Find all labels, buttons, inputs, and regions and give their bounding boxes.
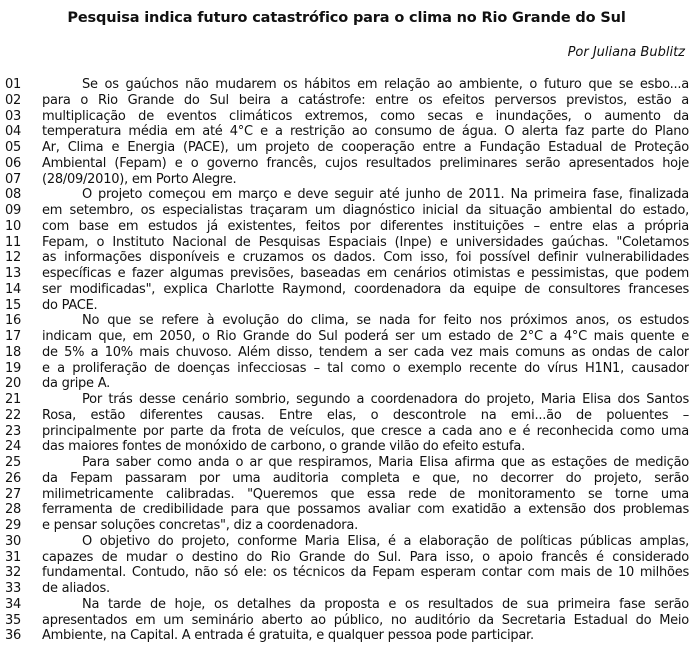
line-text: (28/09/2010), em Porto Alegre. [42,171,237,187]
line-text: Ambiente, na Capital. A entrada é gratuita, e qualquer pessoa pode participar. [42,628,534,644]
line-text: Ar, Clima e Energia (PACE), um projeto de cooperação entre a Fundação Estadual de Proteção [42,140,689,155]
line-text: milimetricamente calibradas. "Queremos que essa rede de monitoramento se torne uma [42,486,689,502]
text-line [5,124,689,140]
line-number: 30 [5,533,22,549]
line-text: da Fepam passaram por uma auditoria completa e que, no decorrer do projeto, serão [42,470,689,486]
line-text: capazes de mudar o destino do Rio Grande do Sul. Para isso, o apoio francês é considerado [42,549,689,565]
line-number: 19 [5,360,22,376]
line-text: Por trás desse cenário sombrio, segundo a coordenadora do projeto, Maria Elisa dos Santos [82,392,689,407]
line-number: 02 [5,92,22,108]
line-number: 23 [5,423,22,439]
line-number: 27 [5,486,22,502]
text-line [5,518,689,534]
text-line [5,140,689,156]
text-line [5,565,689,581]
text-line [5,329,689,345]
line-text: O projeto começou em março e deve seguir até junho de 2011. Na primeira fase, finalizada [82,187,689,203]
line-number: 03 [5,108,22,124]
line-number: 17 [5,329,22,344]
line-text: O objetivo do projeto, conforme Maria Elisa, é a elaboração de políticas públicas amplas, [82,533,689,549]
line-number: 13 [5,266,22,281]
text-line [5,298,689,314]
text-line [5,172,689,188]
line-text: para o Rio Grande do Sul beira a catástrofe: entre os efeitos perversos previstos, estão a [42,92,689,108]
text-line [5,203,689,219]
line-number: 22 [5,407,22,423]
line-text: multiplicação de eventos climáticos extremos, como secas e inundações, o aumento da [42,108,689,124]
line-number: 20 [5,376,22,392]
text-line [5,581,689,597]
text-line [5,534,689,550]
line-text: do PACE. [42,297,98,313]
line-text: com base em estudos já existentes, feitos por diferentes instituições – entre elas a própria [42,218,689,234]
line-number: 29 [5,518,22,533]
line-number: 12 [5,250,22,266]
text-line [5,361,689,377]
line-text: apresentados em um seminário aberto ao público, no auditório da Secretaria Estadual do Meio [42,612,689,628]
line-number: 04 [5,124,22,140]
line-text: e a proliferação de doenças infecciosas – tal como o exemplo recente do vírus H1N1, causador [42,360,689,376]
text-line [5,219,689,235]
text-line [5,613,689,629]
line-text: da gripe A. [42,376,110,392]
line-text: Ambiental (Fepam) e o governo francês, cujos resultados preliminares serão apresentados hoje [42,155,689,171]
line-text: das maiores fontes de monóxido de carbono, o grande vilão do efeito estufa. [42,439,525,455]
line-text: em setembro, os especialistas traçaram um diagnóstico inicial da situação ambiental do estado, [42,203,689,218]
line-number: 08 [5,187,22,203]
text-line [5,597,689,613]
line-text: Rosa, estão diferentes causas. Entre elas, o descontrole na emi...ão de poluentes – [42,407,689,423]
text-line [5,345,689,361]
line-number: 34 [5,596,22,612]
line-number: 36 [5,628,22,644]
text-line [5,93,689,109]
text-line [5,455,689,471]
line-number: 28 [5,502,22,518]
line-text: ferramenta de credibilidade para que possamos avaliar com exatidão a extensão dos problemas [42,502,689,518]
text-line [5,408,689,424]
article-author: Por Juliana Bublitz [567,45,685,60]
line-text: e pensar soluções concretas", diz a coordenadora. [42,518,358,533]
line-number: 11 [5,234,22,250]
line-number: 33 [5,581,22,596]
line-number: 10 [5,218,22,234]
line-text: de 5% a 10% mais chuvoso. Além disso, tendem a ser cada vez mais comuns as ondas de calor [42,344,689,360]
line-number: 05 [5,140,22,155]
line-number: 25 [5,455,22,470]
line-text: as informações disponíveis e cruzamos os dados. Com isso, foi possível definir vulnerabilidades [42,250,689,266]
article-title: Pesquisa indica futuro catastrófico para o clima no Rio Grande do Sul [67,10,626,26]
line-number: 09 [5,203,22,218]
text-line [5,109,689,125]
line-text: Se os gaúchos não mudarem os hábitos em relação ao ambiente, o futuro que se esbo...a [82,77,689,92]
text-line [5,376,689,392]
line-number: 01 [5,77,22,92]
text-line [5,550,689,566]
line-text: indicam que, em 2050, o Rio Grande do Sul poderá ser um estado de 2°C a 4°C mais quente e [42,329,689,344]
line-number: 15 [5,297,22,313]
line-text: Para saber como anda o ar que respiramos, Maria Elisa afirma que as estações de medição [82,455,689,470]
line-number: 14 [5,281,22,297]
article-body [5,77,689,644]
line-number: 24 [5,439,22,455]
line-number: 21 [5,392,22,407]
line-number: 16 [5,313,22,329]
line-text: No que se refere à evolução do clima, se nada for feito nos próximos anos, os estudos [82,313,689,329]
text-line [5,487,689,503]
text-line [5,424,689,440]
text-line [5,313,689,329]
text-line [5,282,689,298]
line-number: 06 [5,155,22,171]
text-line [5,250,689,266]
text-line [5,77,689,93]
line-text: de aliados. [42,581,110,596]
line-number: 32 [5,565,22,581]
line-number: 18 [5,344,22,360]
text-line [5,156,689,172]
line-number: 26 [5,470,22,486]
line-text: fundamental. Contudo, não só ele: os técnicos da Fepam esperam contar com mais de 10 milhões [42,565,689,581]
text-line [5,439,689,455]
line-text: específicas e fazer algumas previsões, baseadas em cenários otimistas e pessimistas, que podem [42,266,689,281]
line-text: Na tarde de hoje, os detalhes da proposta e os resultados de sua primeira fase serão [82,596,689,612]
line-number: 31 [5,549,22,565]
text-line [5,266,689,282]
text-line [5,471,689,487]
line-text: Fepam, o Instituto Nacional de Pesquisas Espaciais (Inpe) e universidades gaúchas. "Coletamos [42,234,689,250]
line-text: ser modificadas", explica Charlotte Raymond, coordenadora da equipe de consultores franceses [42,281,689,297]
line-text: principalmente por parte da frota de veículos, que cresce a cada ano e é reconhecida como uma [42,423,689,439]
text-line [5,628,689,644]
line-number: 35 [5,612,22,628]
text-line [5,502,689,518]
text-line [5,235,689,251]
line-number: 07 [5,171,22,187]
line-text: temperatura média em até 4°C e a restrição ao consumo de água. O alerta faz parte do Plano [42,124,689,140]
text-line [5,187,689,203]
text-line [5,392,689,408]
